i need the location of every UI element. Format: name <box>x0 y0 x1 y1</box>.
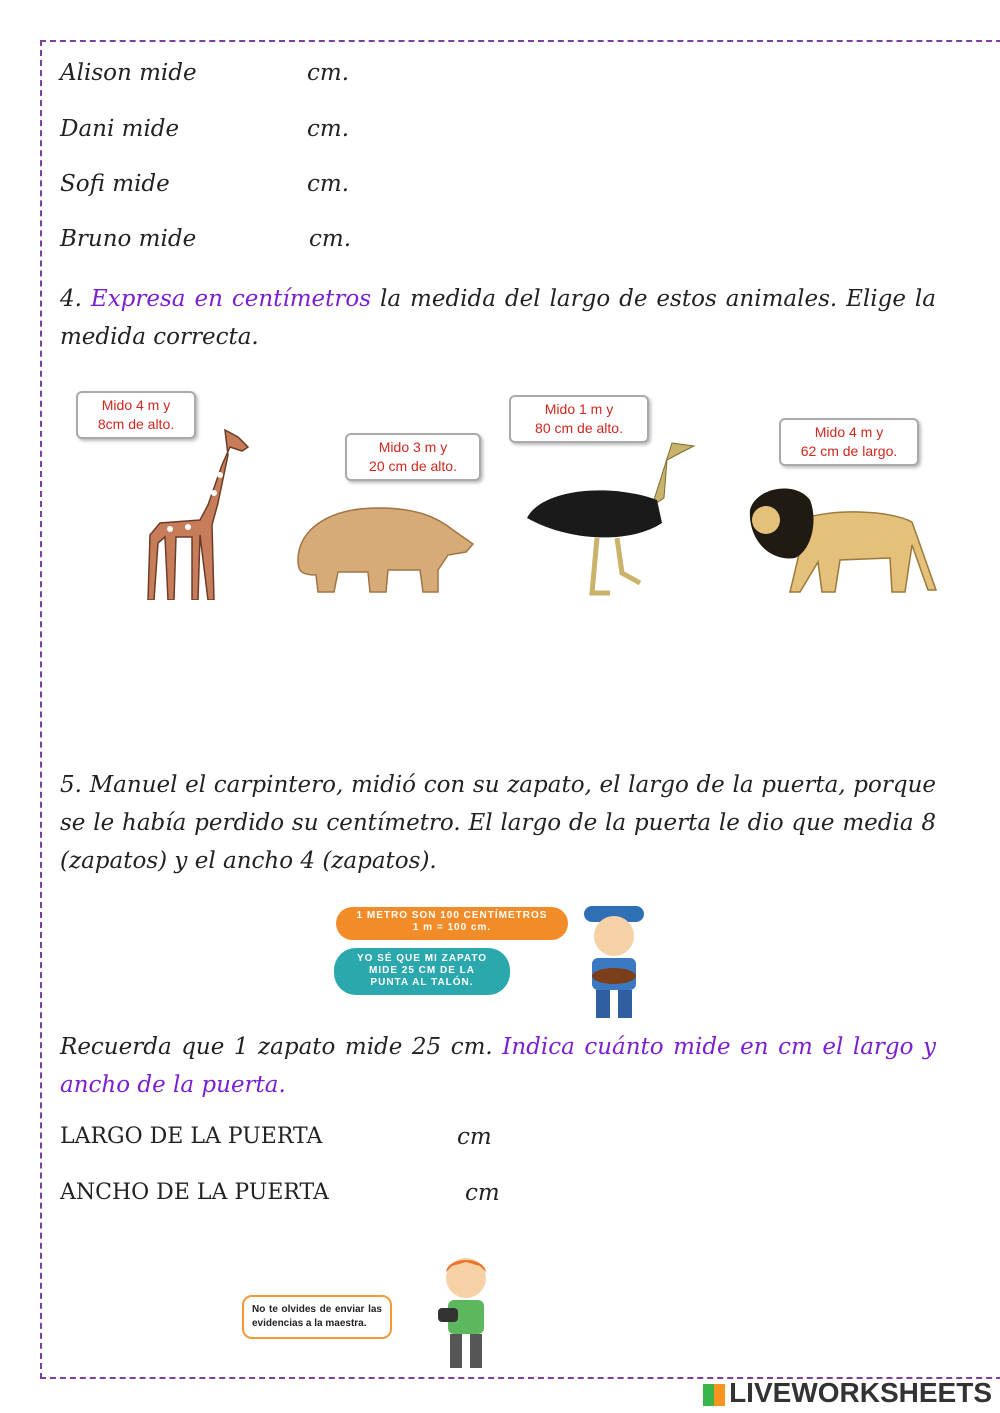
liveworksheets-logo: LIVEWORKSHEETS <box>703 1377 992 1409</box>
liveworksheets-mark-icon <box>703 1384 725 1406</box>
remember-text: Recuerda que 1 zapato mide 25 cm. Indica cuánto mide en cm el largo y ancho de la puerta. <box>60 1034 936 1098</box>
carpenter-pill-1: 1 METRO SON 100 CENTÍMETROS 1 m = 100 cm. <box>336 907 568 940</box>
measure-sofi-unit: cm. <box>307 171 350 197</box>
ostrich-image <box>522 438 697 598</box>
measure-sofi: Sofi mide <box>60 171 170 197</box>
bear-image <box>288 500 478 595</box>
measure-dani-unit: cm. <box>307 116 350 142</box>
remember-highlight: Indica cuánto mide en cm el largo y ancho de la puerta. <box>60 1034 936 1098</box>
door-width-label: ANCHO DE LA PUERTA <box>60 1180 329 1205</box>
carpenter-pill-2: YO SÉ QUE MI ZAPATO MIDE 25 CM DE LA PUNTA AL TALÓN. <box>334 948 510 995</box>
lion-image <box>740 480 940 598</box>
ostrich-bubble: Mido 1 m y 80 cm de alto. <box>509 395 649 443</box>
measure-alison-unit: cm. <box>307 60 350 86</box>
giraffe-image <box>130 425 255 600</box>
measure-alison: Alison mide <box>60 60 197 86</box>
giraffe-bubble: Mido 4 m y 8cm de alto. <box>76 391 196 439</box>
bear-bubble: Mido 3 m y 20 cm de alto. <box>345 433 481 481</box>
question-4: 4. Expresa en centímetros la medida del largo de estos animales. Elige la medida correcta. <box>60 286 936 350</box>
measure-dani: Dani mide <box>60 116 180 142</box>
reminder-note: No te olvides de enviar las evidencias a la maestra. <box>242 1295 392 1339</box>
door-width-unit: cm <box>465 1180 500 1206</box>
question-5: 5. Manuel el carpintero, midió con su zapato, el largo de la puerta, porque se le había perdido su centímetro. El largo de la puerta le dio que media 8 (zapatos) y el ancho 4 (zapatos). <box>60 772 936 874</box>
lion-bubble: Mido 4 m y 62 cm de largo. <box>779 418 919 466</box>
door-length-unit: cm <box>457 1124 492 1150</box>
measure-bruno: Bruno mide <box>60 226 197 252</box>
question-4-highlight: Expresa en centímetros <box>90 286 372 312</box>
measure-bruno-unit: cm. <box>309 226 352 252</box>
boy-image <box>430 1252 502 1370</box>
door-length-label: LARGO DE LA PUERTA <box>60 1124 323 1149</box>
carpenter-image <box>578 900 650 1020</box>
